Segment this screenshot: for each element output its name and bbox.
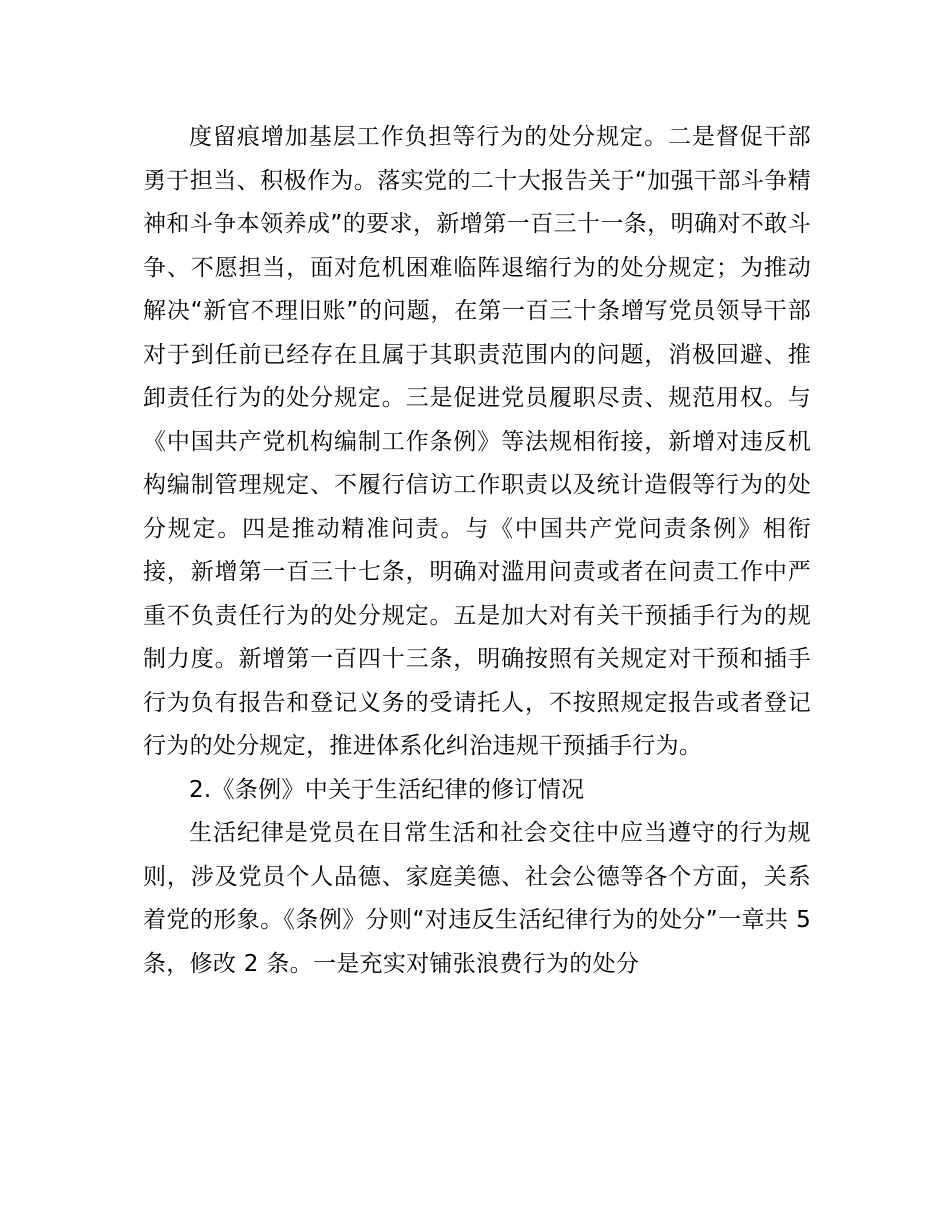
document-body (143, 116, 811, 986)
body-paragraph: 生活纪律是党员在日常生活和社会交往中应当遵守的行为规则，涉及党员个人品德、家庭美德、社会公德等各个方面，关系着党的形象。《条例》分则“对违反生活纪律行为的处分”一章共 5 条，修改 2 条。一是充实对铺张浪费行为的处分 (143, 820, 811, 977)
body-paragraph: 度留痕增加基层工作负担等行为的处分规定。二是督促干部勇于担当、积极作为。落实党的二十大报告关于“加强干部斗争精神和斗争本领养成”的要求，新增第一百三十一条，明确对不敢斗争、不愿担当，面对危机困难临阵退缩行为的处分规定；为推动解决“新官不理旧账”的问题，在第一百三十条增写党员领导干部对于到任前已经存在且属于其职责范围内的问题，消极回避、推卸责任行为的处分规定。三是促进党员履职尽责、规范用权。与《中国共产党机构编制工作条例》等法规相衔接，新增对违反机构编制管理规定、不履行信访工作职责以及统计造假等行为的处分规定。四是推动精准问责。与《中国共产党问责条例》相衔接，新增第一百三十七条，明确对滥用问责或者在问责工作中严重不负责任行为的处分规定。五是加大对有关干预插手行为的规制力度。新增第一百四十三条，明确按照有关规定对干预和插手行为负有报告和登记义务的受请托人，不按照规定报告或者登记行为的处分规定，推进体系化纠治违规干预插手行为。 (143, 124, 811, 759)
section-heading: 2.《条例》中关于生活纪律的修订情况 (189, 776, 585, 803)
